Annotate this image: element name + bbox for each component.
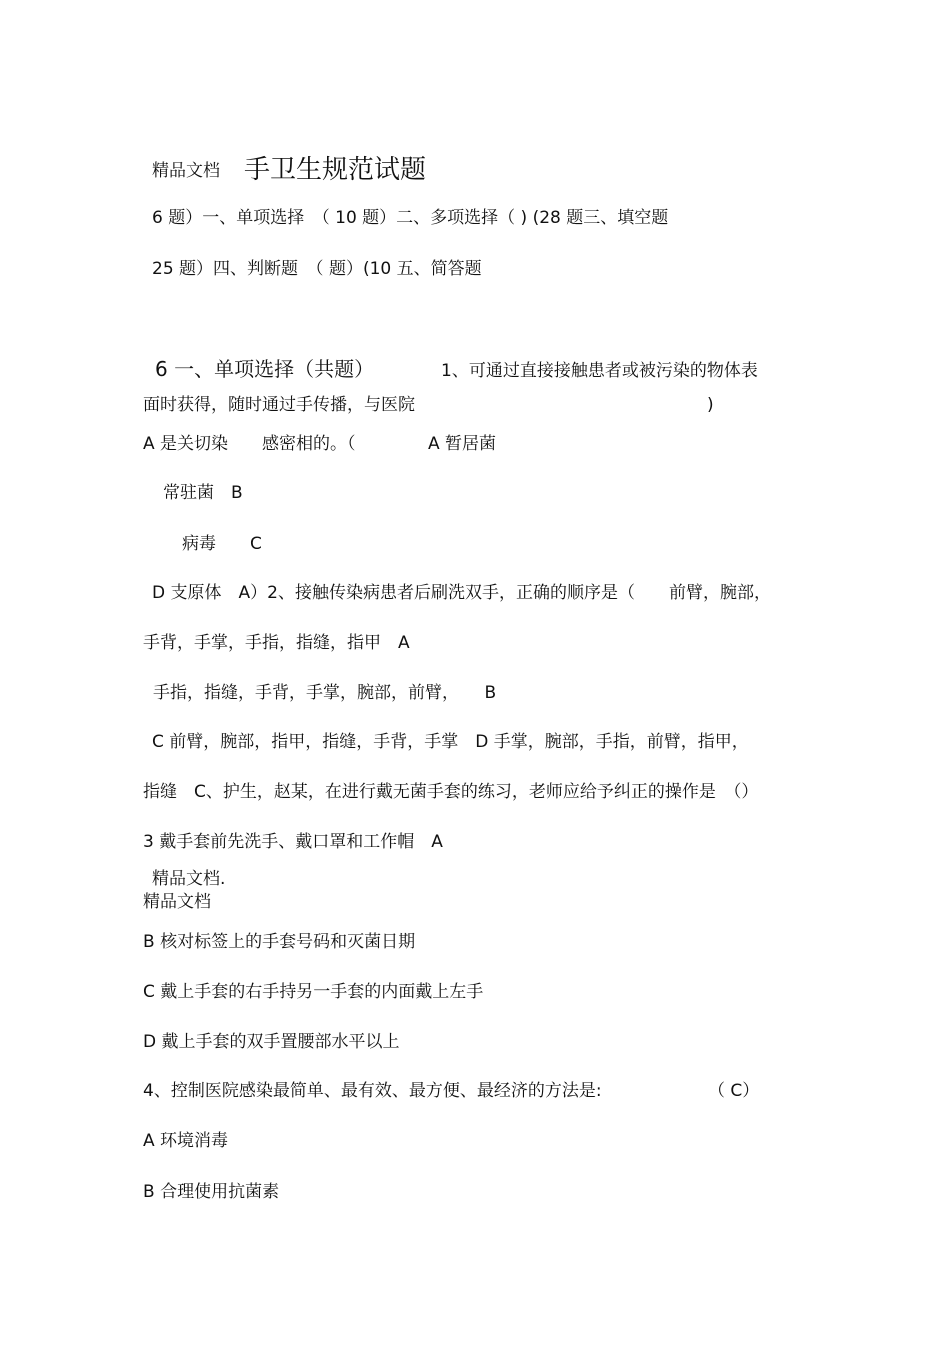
watermark-header: 精品文档 — [152, 161, 220, 181]
text-line: A 暂居菌 — [428, 434, 497, 454]
text-line: 3 戴手套前先洗手、戴口罩和工作帽 A — [143, 832, 443, 852]
summary-line-2: 25 题）四、判断题 （ 题）(10 五、简答题 — [152, 259, 482, 279]
text-line: B 合理使用抗菌素 — [143, 1182, 280, 1202]
summary-line-1: 6 题）一、单项选择 （ 10 题）二、多项选择（ ) (28 题三、填空题 — [152, 208, 669, 228]
text-line: 手背，手掌，手指，指缝，指甲 A — [143, 633, 410, 653]
section-heading: 6 一、单项选择（共题） — [155, 357, 375, 381]
text-line: C 戴上手套的右手持另一手套的内面戴上左手 — [143, 982, 484, 1002]
text-line: A 环境消毒 — [143, 1131, 229, 1151]
text-line: 面时获得，随时通过手传播，与医院 — [143, 395, 415, 415]
text-line: A 是关切染 感密相的。（ — [143, 434, 356, 454]
text-line: 病毒 C — [182, 534, 262, 554]
text-line: 指缝 C、护生，赵某，在进行戴无菌手套的练习，老师应给予纠正的操作是 （） — [143, 782, 759, 802]
text-line: 4、控制医院感染最简单、最有效、最方便、最经济的方法是: — [143, 1081, 602, 1101]
question-1-start: 1、可通过直接接触患者或被污染的物体表 — [441, 361, 758, 381]
page-header-watermark: 精品文档 — [143, 892, 211, 912]
text-line: ) — [707, 395, 714, 415]
text-line: C 前臂，腕部，指甲，指缝，手背，手掌 D 手掌，腕部，手指，前臂，指甲， — [152, 732, 749, 752]
text-line: D 戴上手套的双手置腰部水平以上 — [143, 1032, 400, 1052]
text-line: B 核对标签上的手套号码和灭菌日期 — [143, 932, 416, 952]
answer-mark: （ C） — [708, 1081, 760, 1101]
page-footer-watermark: 精品文档. — [152, 869, 226, 889]
document-title: 手卫生规范试题 — [244, 155, 427, 185]
text-line: D 支原体 A）2、接触传染病患者后刷洗双手，正确的顺序是（ 前臂，腕部， — [152, 583, 771, 603]
text-line: 常驻菌 B — [163, 483, 243, 503]
text-line: 手指，指缝，手背，手掌，腕部，前臂， B — [153, 683, 497, 703]
